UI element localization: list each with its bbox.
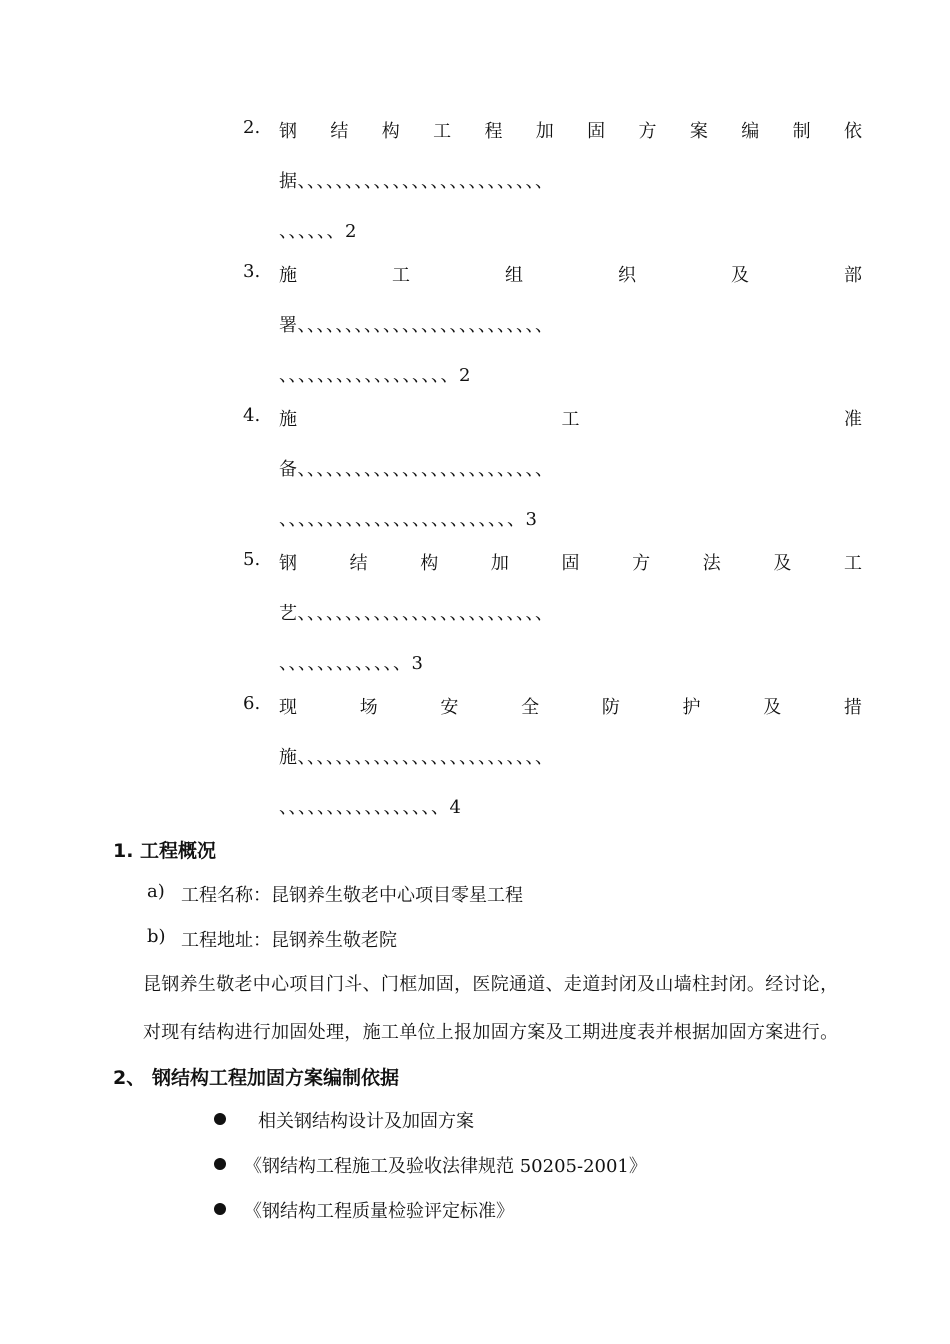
toc-title-char: 组: [505, 265, 523, 286]
toc-leader-line: 据、、、、、、、、、、、、、、、、、、、、、、、、、、: [279, 171, 554, 192]
toc-title-char: 工: [392, 265, 410, 286]
toc-page-line: 、、、、、、、、、、、、、、、、、4: [279, 797, 462, 818]
toc-title-char: 安: [440, 697, 459, 718]
toc-title-char: 现: [279, 697, 297, 718]
toc-page-line: 、、、、、、、、、、、、、、、、、、、、、、、、、3: [279, 509, 538, 530]
toc-title-char: 护: [682, 697, 701, 718]
toc-title-char: 结: [349, 553, 368, 574]
toc-title: [279, 549, 862, 575]
toc-title-char: 钢: [279, 553, 297, 574]
toc-title-char: 制: [792, 121, 811, 142]
bullet-dot-icon: [214, 1158, 226, 1170]
item-b-marker: b): [147, 926, 166, 947]
toc-title-char: 工: [433, 121, 452, 142]
toc-leader-line: 署、、、、、、、、、、、、、、、、、、、、、、、、、、: [279, 315, 554, 336]
toc-leader-line: 备、、、、、、、、、、、、、、、、、、、、、、、、、、: [279, 459, 554, 480]
bullet-dot-icon: [214, 1113, 226, 1125]
item-a-marker: a): [147, 881, 165, 902]
section-2-heading-number: 2、: [113, 1067, 146, 1089]
toc-title-char: 工: [844, 553, 862, 574]
toc-title-char: 及: [731, 265, 749, 286]
toc-number: 2.: [243, 117, 261, 138]
toc-number: 6.: [243, 693, 261, 714]
toc-title-char: 措: [843, 697, 862, 718]
toc-title-char: 场: [359, 697, 378, 718]
toc-title-char: 防: [601, 697, 620, 718]
toc-title-char: 方: [638, 121, 657, 142]
basis-item: 相关钢结构设计及加固方案: [258, 1111, 474, 1132]
toc-title-char: 部: [844, 265, 862, 286]
toc-title-char: 法: [702, 553, 721, 574]
toc-title-char: 加: [535, 121, 554, 142]
toc-leader-line: 施、、、、、、、、、、、、、、、、、、、、、、、、、、: [279, 747, 554, 768]
toc-number: 3.: [243, 261, 261, 282]
toc-number: 4.: [243, 405, 261, 426]
toc-title-char: 构: [420, 553, 439, 574]
toc-leader-line: 艺、、、、、、、、、、、、、、、、、、、、、、、、、、: [279, 603, 554, 624]
project-name: 工程名称：昆钢养生敬老中心项目零星工程: [181, 885, 523, 906]
section-2-heading: 钢结构工程加固方案编制依据: [152, 1067, 400, 1089]
toc-title-char: 编: [741, 121, 760, 142]
toc-title-char: 织: [618, 265, 636, 286]
toc-title-char: 钢: [279, 121, 297, 142]
toc-title: [279, 117, 862, 143]
toc-page-line: 、、、、、、、、、、、、、、、、、、2: [279, 365, 471, 386]
toc-title-char: 固: [587, 121, 606, 142]
overview-paragraph-line2: 对现有结构进行加固处理，施工单位上报加固方案及工期进度表并根据加固方案进行。: [143, 1022, 839, 1043]
toc-title-char: 及: [773, 553, 792, 574]
toc-page-line: 、、、、、、、、、、、、、3: [279, 653, 424, 674]
toc-title: [279, 693, 862, 719]
toc-title-char: 及: [763, 697, 782, 718]
toc-title: [279, 261, 862, 287]
toc-title: [279, 405, 862, 431]
toc-title-char: 固: [561, 553, 580, 574]
toc-page-line: 、、、、、、2: [279, 221, 357, 242]
toc-number: 5.: [243, 549, 261, 570]
toc-title-char: 案: [689, 121, 708, 142]
toc-title-char: 施: [279, 265, 297, 286]
toc-title-char: 加: [490, 553, 509, 574]
toc-title-char: 施: [279, 409, 297, 430]
toc-title-char: 工: [561, 409, 580, 430]
basis-item: 《钢结构工程施工及验收法律规范 50205-2001》: [244, 1156, 647, 1177]
toc-title-char: 准: [844, 409, 862, 430]
overview-paragraph-line1: 昆钢养生敬老中心项目门斗、门框加固，医院通道、走道封闭及山墙柱封闭。经讨论，: [143, 974, 839, 995]
toc-title-char: 方: [632, 553, 651, 574]
project-address: 工程地址：昆钢养生敬老院: [181, 930, 397, 951]
basis-item: 《钢结构工程质量检验评定标准》: [244, 1201, 514, 1222]
bullet-dot-icon: [214, 1203, 226, 1215]
toc-title-char: 依: [843, 121, 862, 142]
toc-title-char: 程: [484, 121, 503, 142]
toc-title-char: 结: [330, 121, 349, 142]
toc-title-char: 全: [521, 697, 540, 718]
toc-title-char: 构: [381, 121, 400, 142]
section-1-heading: 1. 工程概况: [113, 840, 217, 862]
